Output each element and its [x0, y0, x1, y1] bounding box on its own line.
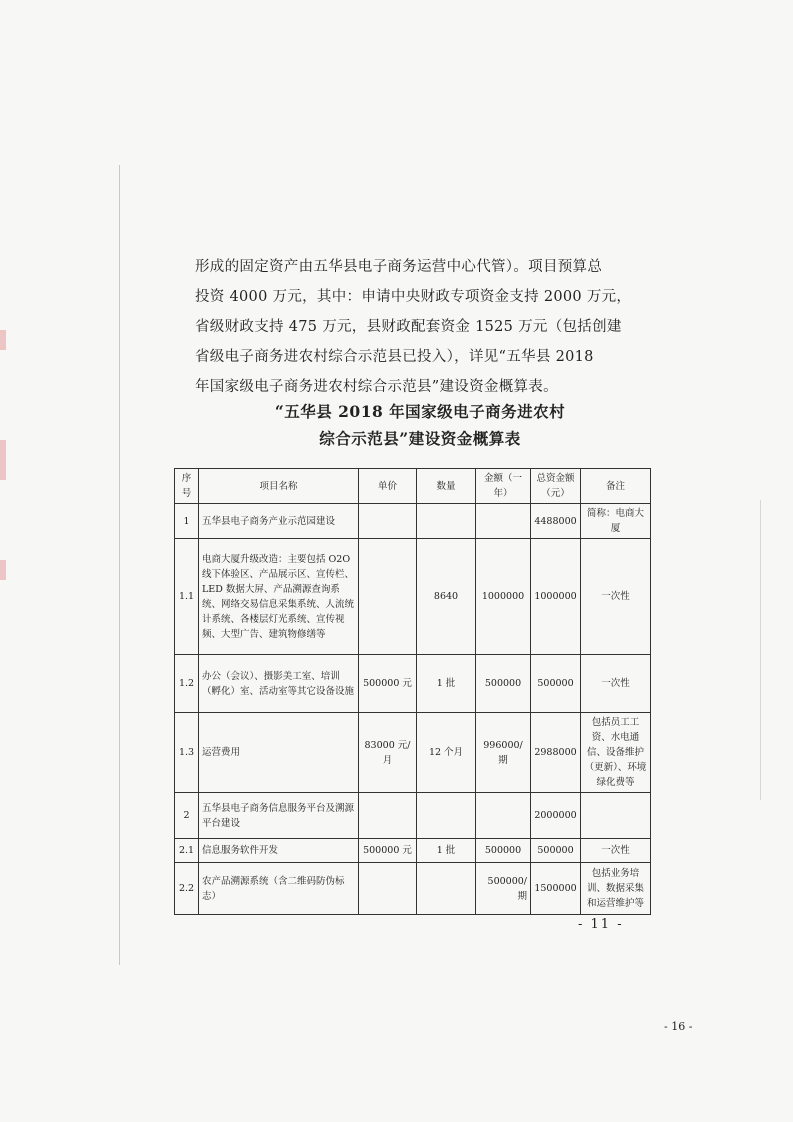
table-row	[175, 539, 651, 655]
cell-note: 包括业务培训、数据采集和运营维护等	[581, 863, 651, 915]
cell-name: 农产品溯源系统（含二维码防伪标志）	[199, 863, 359, 915]
left-red-mark	[0, 440, 6, 480]
cell-total: 4488000	[531, 504, 581, 539]
cell-total: 1500000	[531, 863, 581, 915]
cell-no: 1.2	[175, 655, 199, 713]
header-price: 单价	[359, 469, 417, 504]
table-row	[175, 713, 651, 793]
body-paragraph	[195, 252, 655, 402]
paragraph-line: 省级电子商务进农村综合示范县已投入），详见“五华县 2018	[195, 349, 594, 365]
cell-name: 运营费用	[199, 713, 359, 793]
cell-qty	[417, 793, 476, 839]
paragraph-line: 省级财政支持 475 万元，县财政配套资金 1525 万元（包括创建	[195, 319, 622, 335]
cell-price	[359, 504, 417, 539]
cell-total: 500000	[531, 655, 581, 713]
cell-total: 2988000	[531, 713, 581, 793]
cell-price	[359, 863, 417, 915]
cell-no: 1.1	[175, 539, 199, 655]
paragraph-line: 形成的固定资产由五华县电子商务运营中心代管）。项目预算总	[195, 259, 603, 275]
header-name: 项目名称	[199, 469, 359, 504]
right-scan-edge	[760, 500, 761, 800]
cell-amount: 500000/期	[476, 863, 531, 915]
cell-price: 500000 元	[359, 655, 417, 713]
paragraph-line: 年国家级电子商务进农村综合示范县”建设资金概算表。	[195, 379, 558, 395]
paragraph-line: 投资 4000 万元，其中：申请中央财政专项资金支持 2000 万元，	[195, 289, 632, 305]
header-no: 序号	[175, 469, 199, 504]
outer-page-number: - 16 -	[664, 1020, 693, 1033]
cell-qty	[417, 863, 476, 915]
cell-no: 1.3	[175, 713, 199, 793]
cell-no: 2	[175, 793, 199, 839]
cell-qty: 1 批	[417, 839, 476, 863]
cell-qty: 8640	[417, 539, 476, 655]
cell-total: 500000	[531, 839, 581, 863]
cell-no: 2.2	[175, 863, 199, 915]
cell-total: 2000000	[531, 793, 581, 839]
title-line: “五华县 2018 年国家级电子商务进农村	[274, 402, 566, 421]
cell-amount: 500000	[476, 655, 531, 713]
cell-no: 2.1	[175, 839, 199, 863]
cell-name: 电商大厦升级改造：主要包括 O2O 线下体验区、产品展示区、宣传栏、LED 数据大屏、产品溯源查询系统、网络交易信息采集系统、人流统计系统、各楼层灯光系统、宣传视频、大型广告、建筑物修缮等	[199, 539, 359, 655]
cell-note	[581, 793, 651, 839]
header-note: 备注	[581, 469, 651, 504]
table-row	[175, 839, 651, 863]
cell-amount	[476, 793, 531, 839]
table-row	[175, 655, 651, 713]
cell-price	[359, 539, 417, 655]
cell-amount	[476, 504, 531, 539]
cell-note: 一次性	[581, 839, 651, 863]
cell-note: 简称：电商大厦	[581, 504, 651, 539]
cell-note: 一次性	[581, 539, 651, 655]
cell-amount: 996000/期	[476, 713, 531, 793]
header-amount: 金额（一年）	[476, 469, 531, 504]
cell-price: 83000 元/月	[359, 713, 417, 793]
table-header-row	[175, 469, 651, 504]
header-total: 总资金额（元）	[531, 469, 581, 504]
left-red-mark	[0, 330, 6, 350]
budget-table	[174, 468, 651, 915]
cell-price: 500000 元	[359, 839, 417, 863]
title-line: 综合示范县”建设资金概算表	[319, 429, 521, 448]
table-row	[175, 793, 651, 839]
cell-total: 1000000	[531, 539, 581, 655]
cell-note: 包括员工工资、水电通信、设备维护（更新）、环境绿化费等	[581, 713, 651, 793]
left-red-mark	[0, 560, 6, 580]
table-title	[190, 398, 650, 452]
table-row	[175, 863, 651, 915]
cell-amount: 500000	[476, 839, 531, 863]
cell-amount: 1000000	[476, 539, 531, 655]
left-scan-edge	[119, 165, 120, 965]
cell-name: 五华县电子商务信息服务平台及溯源平台建设	[199, 793, 359, 839]
cell-name: 办公（会议）、摄影美工室、培训（孵化）室、活动室等其它设备设施	[199, 655, 359, 713]
table-row	[175, 504, 651, 539]
cell-price	[359, 793, 417, 839]
header-qty: 数量	[417, 469, 476, 504]
cell-name: 五华县电子商务产业示范园建设	[199, 504, 359, 539]
cell-note: 一次性	[581, 655, 651, 713]
cell-qty: 1 批	[417, 655, 476, 713]
inner-page-number: - 11 -	[578, 917, 624, 932]
cell-no: 1	[175, 504, 199, 539]
cell-name: 信息服务软件开发	[199, 839, 359, 863]
cell-qty	[417, 504, 476, 539]
cell-qty: 12 个月	[417, 713, 476, 793]
